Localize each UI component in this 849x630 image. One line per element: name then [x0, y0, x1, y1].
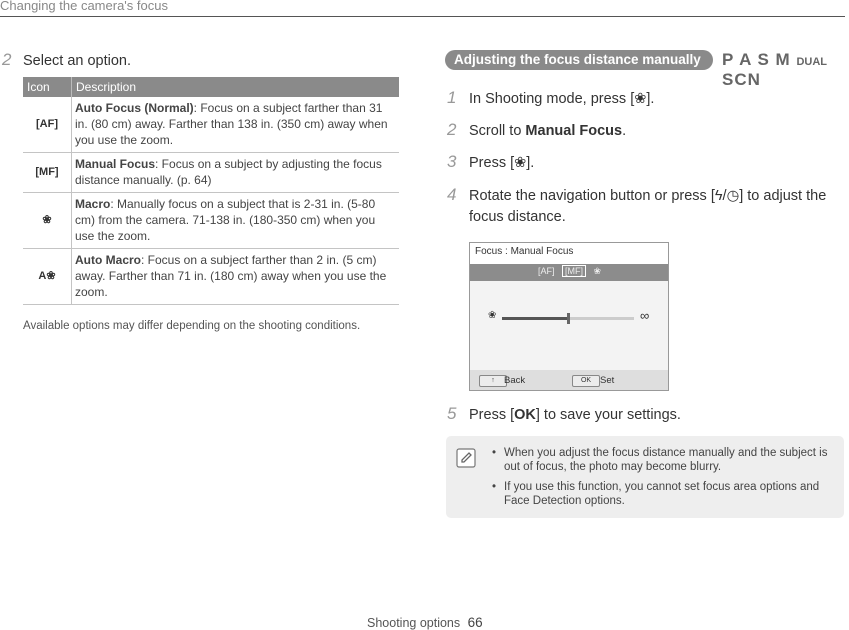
- option-desc: : Focus on a subject by adjusting the focus distance manually. (p. 64): [75, 157, 382, 187]
- table-row: [23, 249, 399, 305]
- auto-focus-icon: [AF]: [538, 266, 555, 276]
- table-row: [23, 153, 399, 193]
- focus-slider-area: [470, 281, 668, 370]
- column-header-icon: Icon: [23, 77, 72, 97]
- step-text-bold: Manual Focus: [525, 123, 623, 139]
- option-name: Auto Macro: [75, 253, 141, 267]
- screen-softkeys: [470, 370, 668, 390]
- table-row: [23, 97, 399, 153]
- header-title: Changing the camera's focus: [0, 0, 168, 13]
- step-text: [469, 89, 654, 110]
- option-desc: : Focus on a subject farther than 31 in. (80 cm) away. Farther than 138 in. (350 cm) away when you use the zoom.: [75, 101, 388, 147]
- step-text-part: Press [: [469, 407, 515, 423]
- ok-key[interactable]: OK: [572, 375, 600, 387]
- availability-note: Available options may differ depending on the shooting conditions.: [23, 320, 361, 332]
- step-text-part: ❀].: [514, 155, 535, 171]
- step-text: [469, 121, 626, 142]
- dual-mode-icon: DUAL: [796, 56, 828, 68]
- table-row: [23, 193, 399, 249]
- step-text: [469, 186, 839, 228]
- manual-focus-icon: [MF]: [23, 153, 72, 193]
- option-name: Auto Focus (Normal): [75, 101, 194, 115]
- footer-section: Shooting options: [367, 616, 461, 630]
- step-text-part: .: [622, 123, 627, 139]
- step-text: Select an option.: [23, 53, 132, 69]
- page-header: [0, 0, 845, 17]
- page-footer: [367, 615, 483, 630]
- macro-icon: ❀: [23, 193, 72, 249]
- option-name: Manual Focus: [75, 157, 156, 171]
- row-description: [72, 193, 400, 249]
- focus-track: [502, 317, 634, 320]
- option-name: Macro: [75, 197, 111, 211]
- back-label: Back: [504, 375, 526, 386]
- note-box: [446, 436, 844, 518]
- step-text-bold: OK: [514, 407, 536, 423]
- mode-letters: P A S M: [722, 50, 791, 69]
- step-text: [469, 405, 681, 426]
- option-desc: : Manually focus on a subject that is 2-31 in. (5-80 cm) from the camera. 71-138 in. (180-350 cm) when you use the zoom.: [75, 197, 376, 243]
- option-desc: : Focus on a subject farther than 2 in. (5 cm) away. Farther than 71 in. (180 cm) away when you use the zoom.: [75, 253, 387, 299]
- manual-focus-icon: [MF]: [562, 265, 586, 277]
- focus-slider-handle[interactable]: [567, 313, 570, 324]
- step-number: 1: [447, 88, 457, 107]
- back-key[interactable]: ↑: [479, 375, 507, 387]
- auto-macro-icon: A❀: [23, 249, 72, 305]
- infinity-icon: ∞: [640, 308, 650, 323]
- column-header-description: Description: [72, 77, 400, 97]
- shooting-modes: [722, 50, 849, 90]
- note-item: • If you use this function, you cannot set focus area options and Face Detection options.: [504, 480, 832, 508]
- row-description: [72, 153, 400, 193]
- focus-options-table: [23, 77, 399, 305]
- step-number: 3: [447, 152, 457, 171]
- step-text-part: Press [: [469, 155, 515, 171]
- step-text: [469, 153, 534, 174]
- camera-screen: [469, 242, 669, 391]
- step-text-part: Scroll to: [469, 123, 526, 139]
- table-header-row: [23, 77, 399, 97]
- row-description: [72, 249, 400, 305]
- step-text-part: ❀].: [634, 91, 655, 107]
- scene-mode-icon: SCN: [722, 70, 761, 89]
- note-item: • When you adjust the focus distance manually and the subject is out of focus, the photo may become blurry.: [504, 446, 832, 474]
- auto-focus-icon: [AF]: [23, 97, 72, 153]
- step-text-part: In Shooting mode, press [: [469, 91, 635, 107]
- set-label: Set: [600, 375, 615, 386]
- macro-icon: ❀: [488, 310, 497, 321]
- focus-track-fill: [502, 317, 568, 320]
- step-text-part: ϟ/◷] to adjust the focus distance.: [469, 188, 827, 225]
- focus-mode-bar: [470, 264, 668, 281]
- step-number: 5: [447, 404, 457, 423]
- section-badge: Adjusting the focus distance manually: [445, 50, 713, 70]
- focus-mode-icons: [538, 266, 601, 277]
- row-description: [72, 97, 400, 153]
- step-number: 2: [447, 120, 457, 139]
- macro-icon: ❀: [593, 266, 602, 276]
- screen-title: Focus : Manual Focus: [475, 246, 574, 257]
- step-number: 2: [2, 50, 12, 69]
- note-pencil-icon: [456, 448, 476, 468]
- page-number: 66: [467, 615, 483, 630]
- step-text-part: Rotate the navigation button or press [: [469, 188, 715, 204]
- step-number: 4: [447, 185, 457, 204]
- step-text-part: ] to save your settings.: [535, 407, 681, 423]
